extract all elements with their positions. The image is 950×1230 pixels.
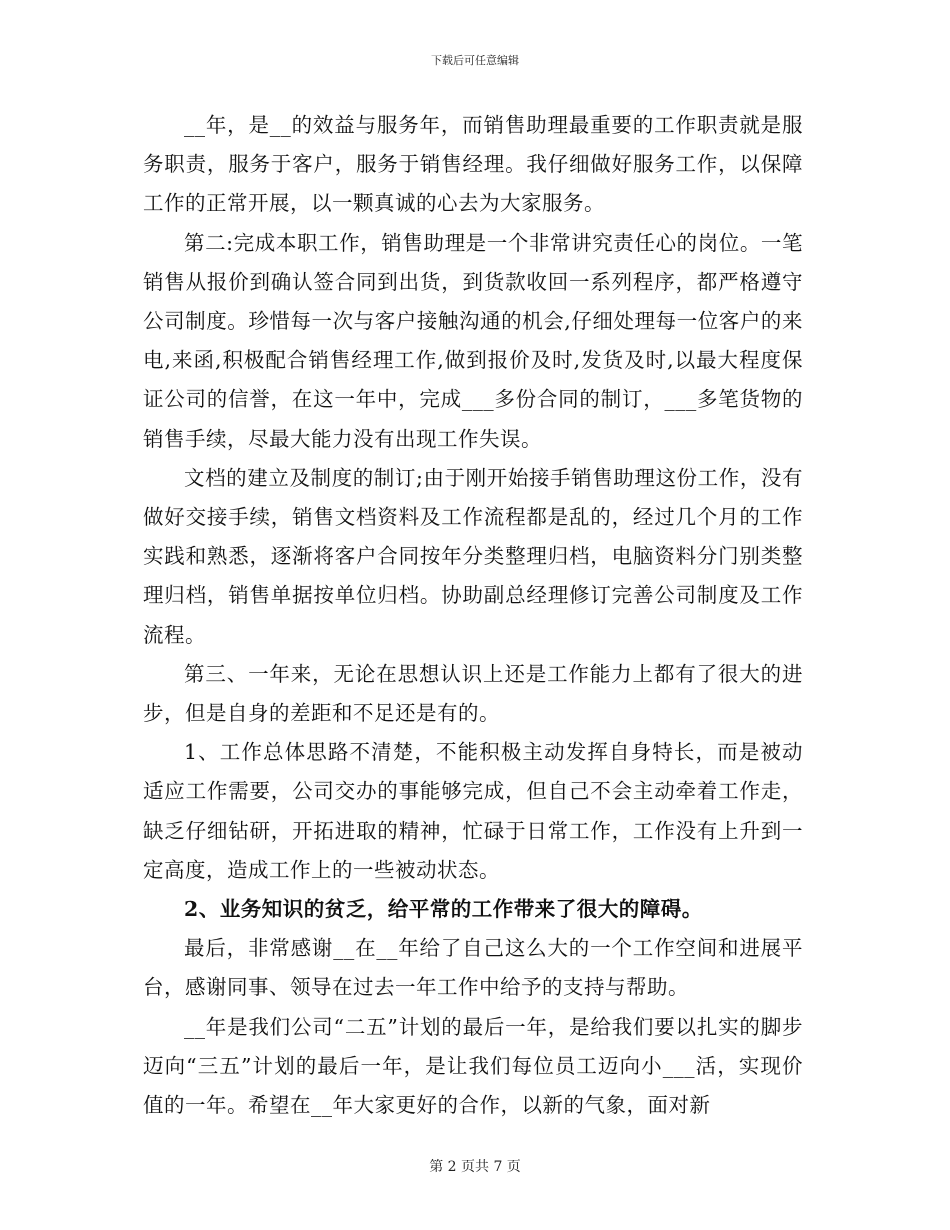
document-body — [143, 106, 803, 1125]
paragraph-shortcoming-1: 1、工作总体思路不清楚，不能积极主动发挥自身特长，而是被动适应工作需要，公司交办的事能够完成，但自己不会主动牵着工作走，缺乏仔细钻研，开拓进取的精神，忙碌于日常工作，工作没有上升到一定高度，造成工作上的一些被动状态。 — [143, 740, 803, 882]
paragraph-third-progress: 第三、一年来，无论在思想认识上还是工作能力上都有了很大的进步，但是自身的差距和不足还是有的。 — [143, 661, 803, 726]
page-header: 下载后可任意编辑 — [431, 54, 519, 67]
paragraph-service-duty: __年，是__的效益与服务年，而销售助理最重要的工作职责就是服务职责，服务于客户，服务于销售经理。我仔细做好服务工作，以保障工作的正常开展，以一颗真诚的心去为大家服务。 — [143, 113, 803, 216]
paragraph-shortcoming-2: 2、业务知识的贫乏，给平常的工作带来了很大的障碍。 — [184, 897, 703, 922]
paragraph-thanks: 最后，非常感谢__在__年给了自己这么大的一个工作空间和进展平台，感谢同事、领导在过去一年工作中给予的支持与帮助。 — [143, 936, 803, 1000]
paragraph-outlook: __年是我们公司“二五”计划的最后一年，是给我们要以扎实的脚步迈向“三五”计划的最后一年，是让我们每位员工迈向小___活，实现价值的一年。希望在__年大家更好的合作，以新的气象，面对新 — [143, 1014, 803, 1118]
page-number: 第 2 页共 7 页 — [429, 1159, 521, 1175]
paragraph-documents: 文档的建立及制度的制订;由于刚开始接手销售助理这份工作，没有做好交接手续，销售文档资料及工作流程都是乱的，经过几个月的工作实践和熟悉，逐渐将客户合同按年分类整理归档，电脑资料分门别类整理归档，销售单据按单位归档。协助副总经理修订完善公司制度及工作流程。 — [143, 465, 803, 647]
paragraph-second-duty: 第二:完成本职工作，销售助理是一个非常讲究责任心的岗位。一笔销售从报价到确认签合同到出货，到货款收回一系列程序，都严格遵守公司制度。珍惜每一次与客户接触沟通的机会,仔细处理每一位客户的来电,来函,积极配合销售经理工作,做到报价及时,发货及时,以最大程度保证公司的信誉，在这一年中，完成___多份合同的制订，___多笔货物的销售手续，尽最大能力没有出现工作失误。 — [143, 230, 803, 451]
